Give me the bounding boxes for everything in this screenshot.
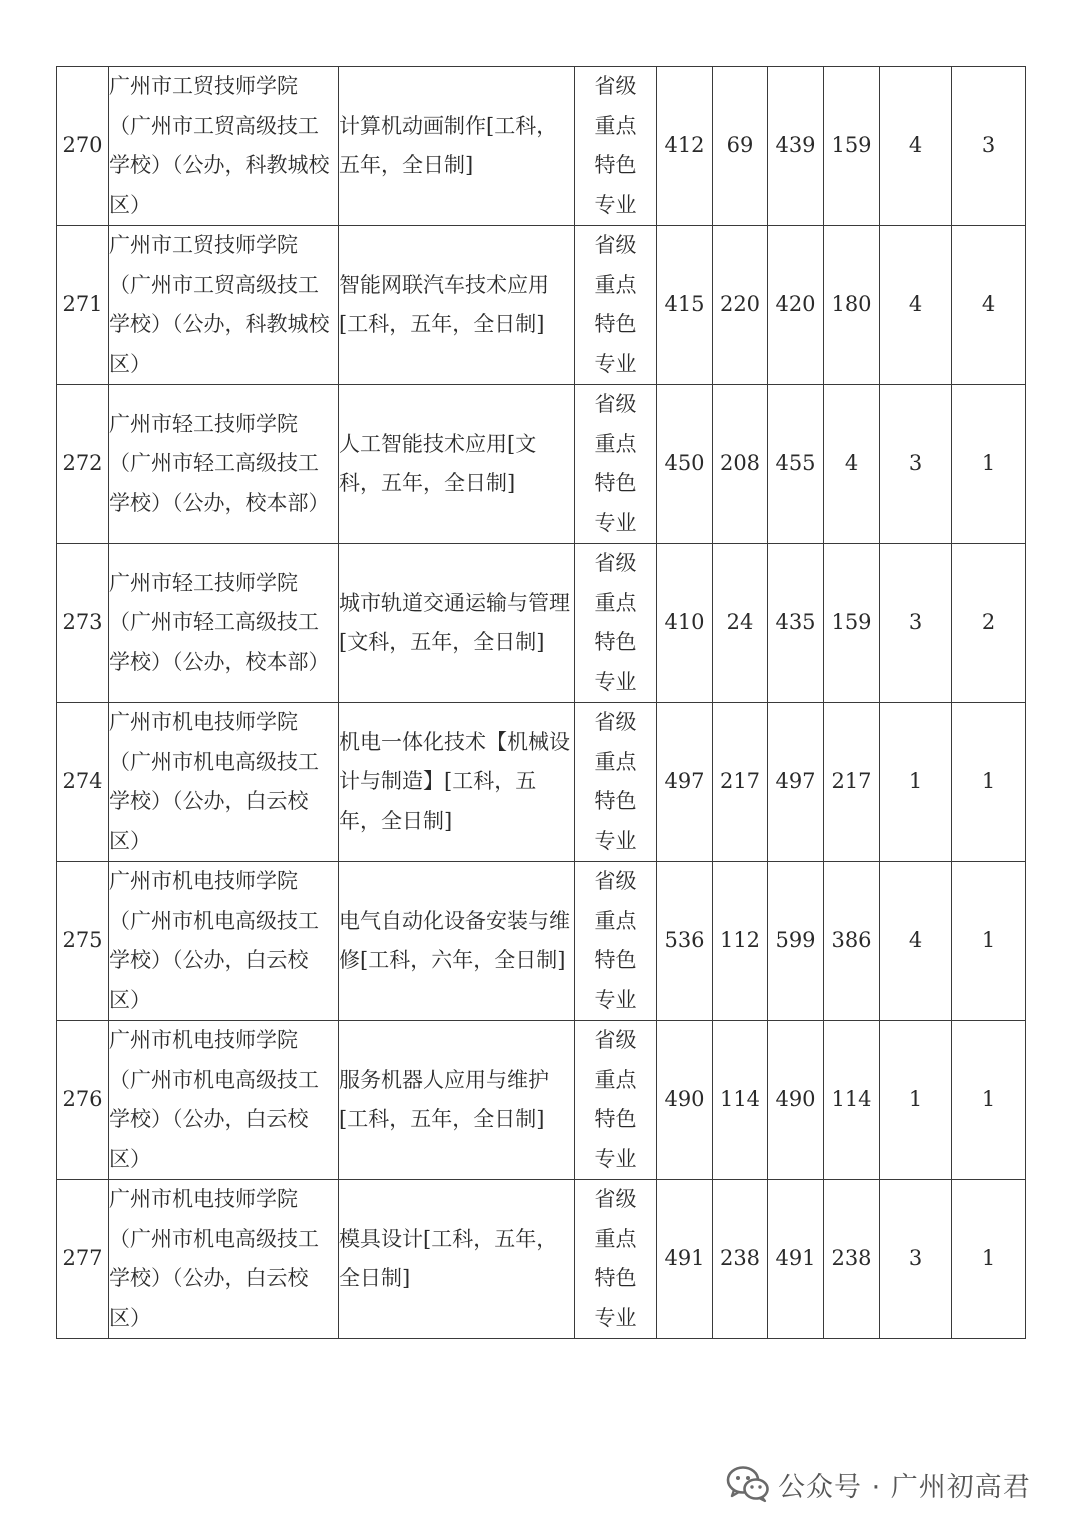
score-value-v3: 455 [768, 385, 824, 544]
major-level-line: 专业 [594, 828, 637, 853]
score-value-v1: 536 [657, 862, 713, 1021]
score-value-v6: 1 [952, 385, 1026, 544]
table-row [57, 703, 1026, 862]
row-number: 275 [57, 862, 109, 1021]
major-level-line: 省级 [594, 74, 637, 98]
major-level-line: 特色 [594, 948, 637, 972]
major-level-line: 重点 [594, 590, 637, 615]
score-value-v4: 114 [824, 1021, 880, 1180]
score-value-v5: 1 [880, 1021, 952, 1180]
score-value-v3: 490 [768, 1021, 824, 1180]
score-value-v3: 420 [768, 226, 824, 385]
score-value-v1: 415 [657, 226, 713, 385]
major-level [575, 226, 657, 385]
row-number: 277 [57, 1180, 109, 1339]
major-name: 服务机器人应用与维护[工科，五年，全日制] [339, 1021, 575, 1180]
school-name: 广州市轻工技师学院（广州市轻工高级技工学校）（公办，校本部） [109, 544, 339, 703]
major-level-line: 特色 [594, 1107, 637, 1131]
score-value-v4: 159 [824, 544, 880, 703]
score-value-v3: 491 [768, 1180, 824, 1339]
score-value-v6: 1 [952, 862, 1026, 1021]
score-value-v2: 238 [713, 1180, 768, 1339]
table-row [57, 544, 1026, 703]
score-value-v4: 4 [824, 385, 880, 544]
score-value-v3: 497 [768, 703, 824, 862]
score-value-v1: 412 [657, 67, 713, 226]
row-number: 272 [57, 385, 109, 544]
major-name: 人工智能技术应用[文科，五年，全日制] [339, 385, 575, 544]
score-value-v2: 69 [713, 67, 768, 226]
school-name: 广州市机电技师学院（广州市机电高级技工学校）（公办，白云校区） [109, 1021, 339, 1180]
score-value-v5: 4 [880, 862, 952, 1021]
score-value-v5: 4 [880, 67, 952, 226]
major-level-line: 专业 [594, 510, 637, 535]
school-name: 广州市轻工技师学院（广州市轻工高级技工学校）（公办，校本部） [109, 385, 339, 544]
major-level-line: 特色 [594, 312, 637, 336]
major-level-line: 省级 [594, 710, 637, 734]
score-value-v2: 114 [713, 1021, 768, 1180]
major-level-line: 重点 [594, 1226, 637, 1251]
score-value-v2: 112 [713, 862, 768, 1021]
score-value-v2: 220 [713, 226, 768, 385]
major-level [575, 544, 657, 703]
school-name: 广州市工贸技师学院（广州市工贸高级技工学校）（公办，科教城校区） [109, 67, 339, 226]
school-name: 广州市机电技师学院（广州市机电高级技工学校）（公办，白云校区） [109, 862, 339, 1021]
school-name: 广州市机电技师学院（广州市机电高级技工学校）（公办，白云校区） [109, 703, 339, 862]
score-value-v1: 450 [657, 385, 713, 544]
admission-score-table [56, 66, 1026, 1339]
table-row [57, 862, 1026, 1021]
major-level-line: 专业 [594, 1146, 637, 1171]
table-row [57, 226, 1026, 385]
score-value-v4: 238 [824, 1180, 880, 1339]
major-name: 智能网联汽车技术应用[工科，五年，全日制] [339, 226, 575, 385]
major-level-line: 重点 [594, 272, 637, 297]
major-level-line: 特色 [594, 471, 637, 495]
major-level-line: 重点 [594, 908, 637, 933]
row-number: 273 [57, 544, 109, 703]
major-level-line: 省级 [594, 1187, 637, 1211]
major-level-line: 特色 [594, 153, 637, 177]
school-name: 广州市机电技师学院（广州市机电高级技工学校）（公办，白云校区） [109, 1180, 339, 1339]
row-number: 270 [57, 67, 109, 226]
score-value-v5: 1 [880, 703, 952, 862]
score-value-v4: 180 [824, 226, 880, 385]
major-level-line: 重点 [594, 1067, 637, 1092]
score-value-v6: 1 [952, 703, 1026, 862]
major-level [575, 703, 657, 862]
score-value-v6: 1 [952, 1180, 1026, 1339]
score-value-v4: 386 [824, 862, 880, 1021]
major-level [575, 67, 657, 226]
table-row [57, 67, 1026, 226]
score-value-v4: 159 [824, 67, 880, 226]
table-body [57, 67, 1026, 1339]
watermark [726, 1459, 1031, 1509]
major-level-line: 专业 [594, 1305, 637, 1330]
major-level-line: 特色 [594, 1266, 637, 1290]
score-value-v6: 1 [952, 1021, 1026, 1180]
score-value-v3: 435 [768, 544, 824, 703]
score-value-v3: 599 [768, 862, 824, 1021]
table-row [57, 1180, 1026, 1339]
major-level-line: 省级 [594, 233, 637, 257]
major-level [575, 862, 657, 1021]
major-level [575, 385, 657, 544]
major-name: 机电一体化技术【机械设计与制造】[工科，五年，全日制] [339, 703, 575, 862]
major-name: 计算机动画制作[工科，五年，全日制] [339, 67, 575, 226]
major-level [575, 1021, 657, 1180]
score-value-v1: 490 [657, 1021, 713, 1180]
table-row [57, 1021, 1026, 1180]
score-value-v5: 3 [880, 385, 952, 544]
major-level-line: 特色 [594, 630, 637, 654]
major-level-line: 省级 [594, 869, 637, 893]
major-level-line: 省级 [594, 1028, 637, 1052]
major-name: 电气自动化设备安装与维修[工科，六年，全日制] [339, 862, 575, 1021]
major-level-line: 重点 [594, 431, 637, 456]
major-level-line: 省级 [594, 551, 637, 575]
score-value-v1: 491 [657, 1180, 713, 1339]
wechat-icon [726, 1465, 770, 1503]
score-value-v4: 217 [824, 703, 880, 862]
score-value-v6: 3 [952, 67, 1026, 226]
major-level-line: 重点 [594, 749, 637, 774]
major-level-line: 专业 [594, 192, 637, 217]
row-number: 274 [57, 703, 109, 862]
major-level-line: 专业 [594, 669, 637, 694]
score-value-v6: 2 [952, 544, 1026, 703]
major-level-line: 重点 [594, 113, 637, 138]
major-level-line: 专业 [594, 351, 637, 376]
score-value-v2: 24 [713, 544, 768, 703]
major-level-line: 省级 [594, 392, 637, 416]
row-number: 271 [57, 226, 109, 385]
score-value-v2: 208 [713, 385, 768, 544]
score-value-v5: 3 [880, 544, 952, 703]
watermark-text: 公众号 · 广州初高君 [778, 1471, 1031, 1503]
score-value-v6: 4 [952, 226, 1026, 385]
table-row [57, 385, 1026, 544]
major-name: 城市轨道交通运输与管理[文科，五年，全日制] [339, 544, 575, 703]
row-number: 276 [57, 1021, 109, 1180]
major-level [575, 1180, 657, 1339]
major-level-line: 专业 [594, 987, 637, 1012]
score-value-v1: 410 [657, 544, 713, 703]
score-value-v5: 3 [880, 1180, 952, 1339]
score-value-v3: 439 [768, 67, 824, 226]
school-name: 广州市工贸技师学院（广州市工贸高级技工学校）（公办，科教城校区） [109, 226, 339, 385]
score-value-v5: 4 [880, 226, 952, 385]
major-name: 模具设计[工科，五年，全日制] [339, 1180, 575, 1339]
score-value-v2: 217 [713, 703, 768, 862]
score-value-v1: 497 [657, 703, 713, 862]
major-level-line: 特色 [594, 789, 637, 813]
